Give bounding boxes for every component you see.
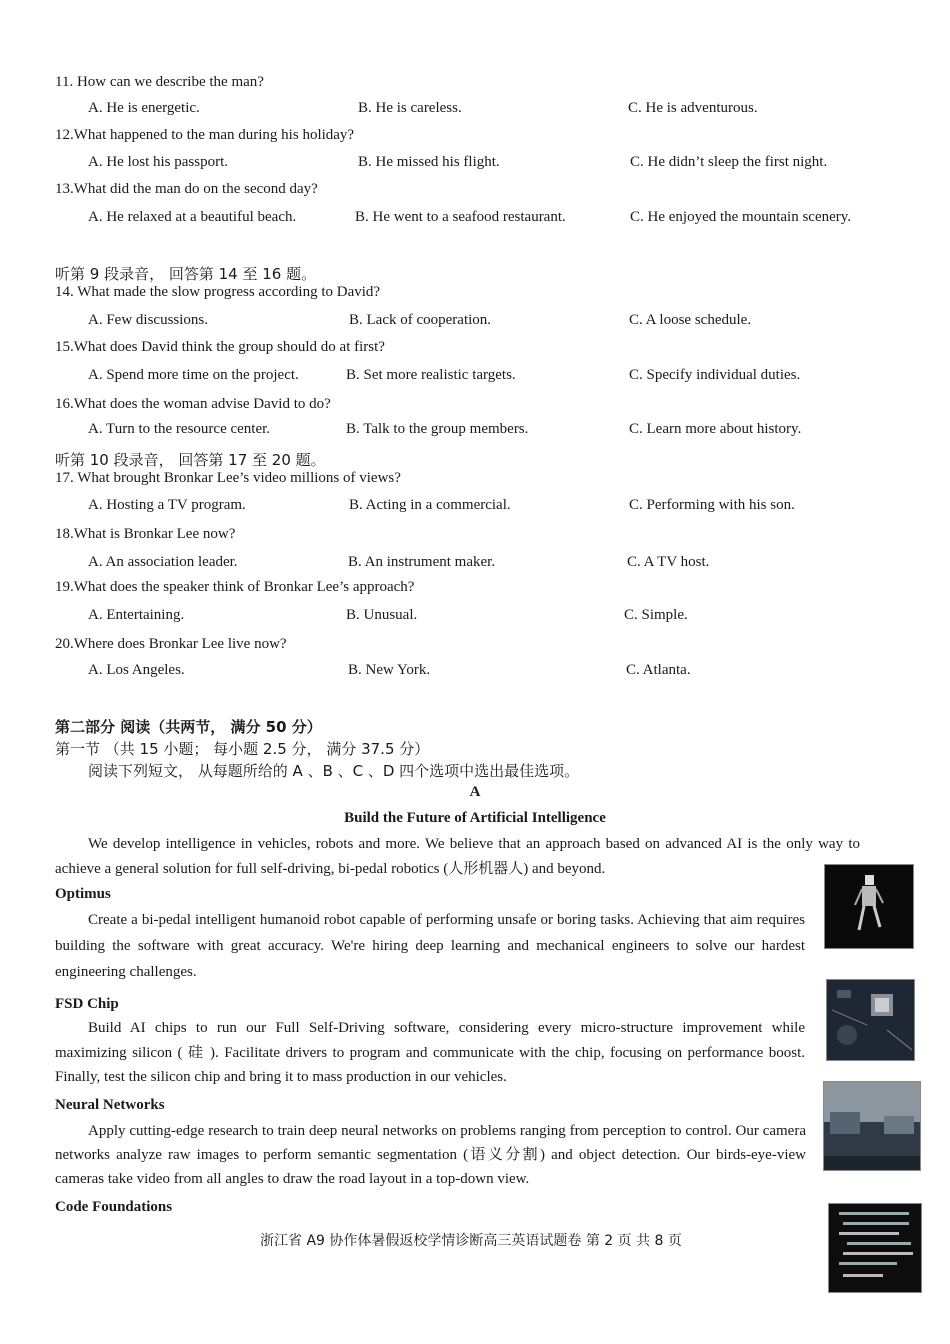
passage-title: Build the Future of Artificial Intelligence [344, 810, 606, 826]
page-footer: 浙江省 A9 协作体暑假返校学情诊断高三英语试题卷 第 2 页 共 8 页 [260, 1233, 682, 1249]
intro-text: We develop intelligence in vehicles, robots and more. We believe that an approach based on advanced AI is the only way to achieve a general solution for full self-driving, bi-pedal robotics (人形机器人) and beyond. [55, 836, 860, 877]
option-16b: B. Talk to the group members. [346, 421, 529, 437]
option-17c: C. Performing with his son. [629, 497, 795, 513]
question-16: 16.What does the woman advise David to do? [55, 396, 331, 412]
optimus-text: Create a bi-pedal intelligent humanoid robot capable of performing unsafe or boring tasks. Achieving that aim requires building the software with great accuracy. We're hiring deep learning and mechanical engineers to solve our hardest engineering challenges. [55, 912, 805, 980]
option-18a: A. An association leader. [88, 554, 238, 570]
question-13: 13.What did the man do on the second day? [55, 181, 318, 197]
question-19: 19.What does the speaker think of Bronkar Lee’s approach? [55, 579, 415, 595]
option-13c: C. He enjoyed the mountain scenery. [630, 209, 852, 225]
neural-networks-paragraph [55, 1119, 806, 1191]
circuit-board-icon [827, 980, 914, 1060]
option-15b: B. Set more realistic targets. [346, 367, 516, 383]
option-16a: A. Turn to the resource center. [88, 421, 271, 437]
camera-view-image [823, 1081, 921, 1171]
option-13b: B. He went to a seafood restaurant. [355, 209, 566, 225]
option-11b: B. He is careless. [358, 100, 462, 116]
option-14c: C. A loose schedule. [629, 312, 752, 328]
option-11a: A. He is energetic. [88, 100, 200, 116]
option-20a: A. Los Angeles. [88, 662, 185, 678]
question-12: 12.What happened to the man during his holiday? [55, 127, 355, 143]
option-14a: A. Few discussions. [88, 312, 209, 328]
option-20c: C. Atlanta. [626, 662, 691, 678]
option-14b: B. Lack of cooperation. [349, 312, 492, 328]
question-11: 11. How can we describe the man? [55, 74, 264, 90]
option-12a: A. He lost his passport. [88, 154, 228, 170]
option-20b: B. New York. [348, 662, 431, 678]
option-15a: A. Spend more time on the project. [88, 367, 299, 383]
neural-networks-text: Apply cutting-edge research to train deep neural networks on problems ranging from perception to control. Our camera networks analyze raw images to perform semantic segmentation (语义分割) and object detection. Our birds-eye-view cameras take video from all angles to draw the road layout in a top-down view. [55, 1123, 806, 1187]
question-17: 17. What brought Bronkar Lee’s video millions of views? [55, 470, 401, 486]
fsd-chip-text: Build AI chips to run our Full Self-Driving software, considering every micro-structure improvement while maximizing silicon ( 硅 ). Facilitate drivers to program and communicate with the chip, focusing on performance boost. Finally, test the silicon chip and bring it to mass production in our vehicles. [55, 1020, 805, 1085]
option-11c: C. He is adventurous. [628, 100, 758, 116]
optimus-paragraph [55, 907, 805, 985]
road-scene-icon [824, 1082, 920, 1170]
question-20: 20.Where does Bronkar Lee live now? [55, 636, 287, 652]
option-13a: A. He relaxed at a beautiful beach. [88, 209, 297, 225]
question-18: 18.What is Bronkar Lee now? [55, 526, 236, 542]
option-19b: B. Unusual. [346, 607, 418, 623]
section-1-title: 第一节 （共 15 小题； 每小题 2.5 分， 满分 37.5 分） [55, 740, 430, 758]
section-10-instruction: 听第 10 段录音， 回答第 17 至 20 题。 [55, 451, 326, 469]
question-14: 14. What made the slow progress according to David? [55, 284, 381, 300]
option-12b: B. He missed his flight. [358, 154, 500, 170]
option-15c: C. Specify individual duties. [629, 367, 801, 383]
option-18b: B. An instrument maker. [348, 554, 496, 570]
chip-image [826, 979, 915, 1061]
code-lines-icon [829, 1204, 921, 1292]
section-title-neural-networks: Neural Networks [55, 1097, 165, 1113]
reading-instruction: 阅读下列短文， 从每题所给的 A 、B 、C 、D 四个选项中选出最佳选项。 [88, 762, 580, 780]
passage-letter: A [469, 784, 481, 800]
option-19a: A. Entertaining. [88, 607, 185, 623]
robot-figure-icon [825, 865, 913, 948]
code-image [828, 1203, 922, 1293]
part-2-title: 第二部分 阅读（共两节， 满分 50 分） [55, 718, 322, 736]
option-12c: C. He didn’t sleep the first night. [630, 154, 828, 170]
option-19c: C. Simple. [624, 607, 688, 623]
option-17a: A. Hosting a TV program. [88, 497, 246, 513]
section-title-optimus: Optimus [55, 886, 111, 902]
robot-image [824, 864, 914, 949]
section-title-code-foundations: Code Foundations [55, 1199, 173, 1215]
question-15: 15.What does David think the group should do at first? [55, 339, 385, 355]
fsd-chip-paragraph [55, 1016, 805, 1090]
option-16c: C. Learn more about history. [629, 421, 802, 437]
intro-paragraph [55, 832, 860, 882]
section-9-instruction: 听第 9 段录音， 回答第 14 至 16 题。 [55, 265, 317, 283]
section-title-fsd-chip: FSD Chip [55, 996, 119, 1012]
option-17b: B. Acting in a commercial. [349, 497, 511, 513]
option-18c: C. A TV host. [627, 554, 710, 570]
